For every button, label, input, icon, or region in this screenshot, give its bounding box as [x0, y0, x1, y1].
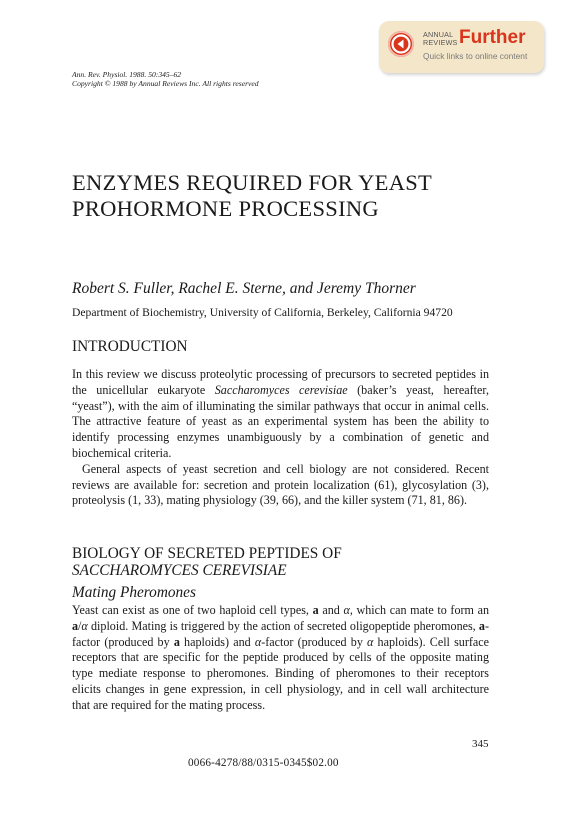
- article-authors: Robert S. Fuller, Rachel E. Sterne, and Jeremy Thorner: [72, 280, 416, 297]
- mp-text-4: /: [78, 618, 82, 633]
- mp-a-4: a: [173, 634, 180, 649]
- mp-text-6: -factor (produced by: [72, 618, 489, 649]
- mp-a-1: a: [312, 603, 319, 617]
- mating-pheromones-paragraph: [72, 603, 489, 714]
- mp-text-9: haploids). Cell surface receptors that are specific for the peptide produced by cells of the opposite mating type mediate response to pheromones. Binding of pheromones to their receptors elicits changes in gene expression, in cell physiology, and in cell wall architecture that are required for the mating process.: [72, 634, 489, 712]
- mp-alpha-3: α: [254, 634, 262, 649]
- intro-p1-text-a: In this review we discuss proteolytic processing of precursors to secreted peptides in the unicellular eukaryote: [72, 367, 489, 397]
- intro-p1-species: Saccharomyces cerevisiae: [214, 382, 348, 397]
- author-affiliation: Department of Biochemistry, University of California, Berkeley, California 94720: [72, 306, 453, 319]
- further-word: Further: [459, 27, 526, 48]
- mp-text-8: -factor (produced by: [261, 634, 368, 649]
- mp-alpha-2: α: [81, 618, 88, 633]
- mp-text-2: and: [318, 603, 344, 617]
- price-code: 0066-4278/88/0315-0345$02.00: [188, 757, 339, 769]
- mp-text-7: haploids) and: [179, 634, 255, 649]
- further-badge[interactable]: [379, 21, 544, 73]
- mp-text-3: , which can mate to form an: [349, 603, 490, 617]
- mating-pheromones-heading: Mating Pheromones: [72, 584, 196, 601]
- further-logo-icon: [388, 31, 414, 57]
- citation-line-1: Ann. Rev. Physiol. 1988. 50:345–62: [72, 70, 182, 79]
- mp-alpha-1: α: [343, 603, 350, 617]
- annual-reviews-label: ANNUAL REVIEWS: [423, 30, 458, 47]
- article-title: ENZYMES REQUIRED FOR YEAST PROHORMONE PROCESSING: [72, 170, 432, 221]
- mp-a-3: a: [478, 618, 485, 633]
- intro-p1-text-b: (baker’s yeast, hereafter, “yeast”), with the aim of illuminating the similar pathways that occur in animal cells. The attractive feature of yeast as an experimental system has been the ability to identify processing enzymes unambiguously by a combination of genetic and biochemical criteria.: [72, 382, 489, 460]
- biology-heading-line-2: SACCHAROMYCES CEREVISIAE: [72, 562, 287, 579]
- mp-alpha-4: α: [367, 634, 374, 649]
- mp-a-2: a: [72, 618, 79, 633]
- intro-paragraph-2: General aspects of yeast secretion and cell biology are not considered. Recent reviews are available for: secretion and protein localization (61), glycosylation (3), proteolysis (1, 33), mating physiology (39, 66), and the killer system (71, 81, 86).: [72, 461, 489, 508]
- biology-heading: [72, 545, 342, 579]
- mating-pheromones-body: [72, 603, 489, 714]
- biology-heading-line-1: BIOLOGY OF SECRETED PEPTIDES OF: [72, 545, 342, 562]
- intro-paragraph-1: [72, 367, 489, 462]
- mp-text-1: Yeast can exist as one of two haploid cell types,: [72, 603, 313, 617]
- citation-line-2: Copyright © 1988 by Annual Reviews Inc. All rights reserved: [72, 79, 259, 88]
- mp-text-5: diploid. Mating is triggered by the action of secreted oligopeptide pheromones,: [87, 618, 479, 633]
- intro-heading: INTRODUCTION: [72, 338, 188, 355]
- page-number: 345: [472, 738, 489, 750]
- further-subtitle: Quick links to online content: [423, 51, 528, 61]
- intro-body: [72, 367, 489, 509]
